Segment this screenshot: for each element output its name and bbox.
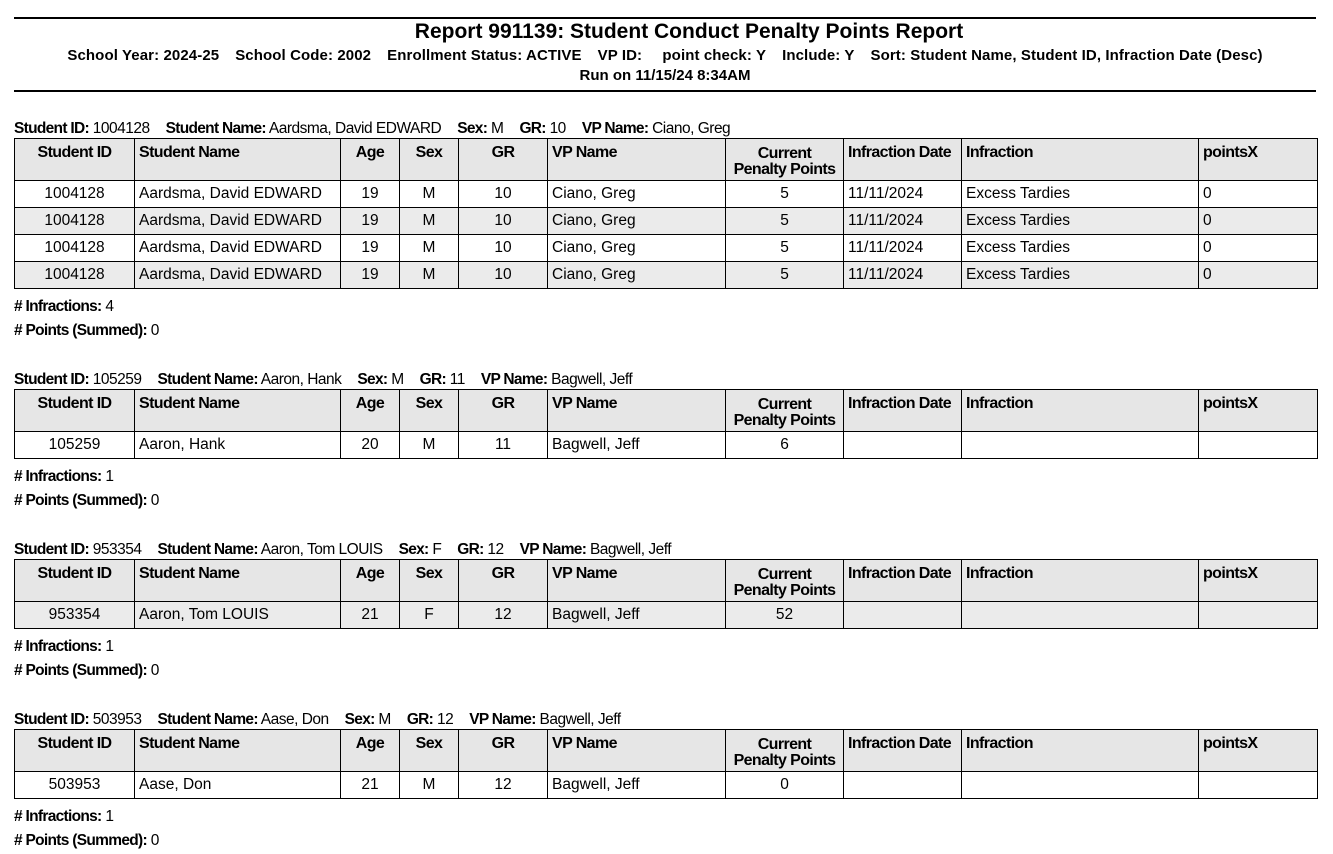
header-col-student-name: Student Name: [135, 560, 341, 602]
header-col-pointsx: pointsX: [1199, 730, 1318, 772]
cell-infraction: [962, 432, 1199, 459]
info-grade: [519, 120, 565, 137]
info-vp-name: [582, 120, 730, 137]
header-penalty-line2: Penalty Points: [733, 582, 836, 599]
header-col-sex: Sex: [400, 560, 459, 602]
info-student-id-value: 503953: [92, 711, 142, 728]
report-param: [782, 47, 854, 64]
cell-pointsx: 0: [1199, 262, 1318, 289]
header-col-student-id: Student ID: [15, 730, 135, 772]
cell-pointsx: 0: [1199, 235, 1318, 262]
cell-age: 19: [341, 181, 400, 208]
cell-student-name: Aaron, Tom LOUIS: [135, 602, 341, 629]
student-group: [14, 710, 1317, 853]
header-col-vp-name: VP Name: [548, 730, 726, 772]
info-student-id-value: 105259: [92, 371, 142, 388]
table-row: [15, 208, 1318, 235]
cell-vp-name: Bagwell, Jeff: [548, 432, 726, 459]
cell-vp-name: Ciano, Greg: [548, 181, 726, 208]
header-col-infraction: Infraction: [962, 730, 1199, 772]
header-col-infraction: Infraction: [962, 390, 1199, 432]
cell-student-id: 1004128: [15, 208, 135, 235]
run-timestamp: Run on 11/15/24 8:34AM: [579, 67, 751, 84]
cell-gr: 10: [459, 181, 548, 208]
header-col-gr: GR: [459, 560, 548, 602]
cell-sex: M: [400, 181, 459, 208]
report-parameters: [14, 47, 1316, 65]
info-student-name: [158, 711, 329, 728]
cell-current-penalty-points: 52: [726, 602, 844, 629]
cell-student-id: 1004128: [15, 235, 135, 262]
info-student-id: [14, 371, 142, 388]
info-grade-value: 12: [487, 541, 504, 558]
info-student-id-label: Student ID:: [14, 371, 89, 388]
points-summed-value: 0: [150, 492, 159, 509]
cell-sex: M: [400, 772, 459, 799]
cell-gr: 10: [459, 208, 548, 235]
cell-infraction: Excess Tardies: [962, 208, 1199, 235]
header-col-pointsx: pointsX: [1199, 560, 1318, 602]
header-col-student-id: Student ID: [15, 390, 135, 432]
info-vp-name: [481, 371, 632, 388]
cell-pointsx: [1199, 602, 1318, 629]
report-param-value: 2002: [337, 47, 372, 64]
info-student-id-value: 953354: [92, 541, 142, 558]
header-col-current-penalty-points: [726, 139, 844, 181]
info-student-name-value: Aaron, Tom LOUIS: [260, 541, 383, 558]
cell-age: 20: [341, 432, 400, 459]
info-student-name: [158, 541, 383, 558]
infractions-count: [14, 465, 1317, 489]
info-sex-value: F: [432, 541, 442, 558]
header-col-infraction-date: Infraction Date: [844, 560, 962, 602]
cell-current-penalty-points: 0: [726, 772, 844, 799]
info-student-name-value: Aaron, Hank: [260, 371, 342, 388]
info-vp-name-value: Bagwell, Jeff: [551, 371, 633, 388]
info-vp-name-value: Ciano, Greg: [652, 120, 731, 137]
cell-infraction-date: 11/11/2024: [844, 262, 962, 289]
cell-infraction: Excess Tardies: [962, 262, 1199, 289]
info-grade-label: GR:: [519, 120, 546, 137]
info-vp-name-label: VP Name:: [519, 541, 587, 558]
report-param-value: Y: [755, 47, 767, 64]
header-col-age: Age: [341, 139, 400, 181]
cell-current-penalty-points: 5: [726, 181, 844, 208]
student-group: [14, 540, 1317, 683]
cell-student-id: 503953: [15, 772, 135, 799]
infractions-value: 1: [105, 468, 114, 485]
report-param-value: 2024-25: [163, 47, 220, 64]
header-col-sex: Sex: [400, 390, 459, 432]
header-col-student-id: Student ID: [15, 560, 135, 602]
report-param: [235, 47, 371, 64]
info-student-name-label: Student Name:: [157, 711, 258, 728]
cell-age: 19: [341, 208, 400, 235]
points-summed-value: 0: [150, 832, 159, 849]
report-param: [67, 47, 219, 64]
info-sex-value: M: [391, 371, 404, 388]
infractions-label: # Infractions:: [14, 638, 102, 655]
penalty-table: [14, 389, 1318, 459]
infractions-count: [14, 805, 1317, 829]
cell-sex: M: [400, 432, 459, 459]
info-grade-value: 12: [436, 711, 454, 728]
cell-infraction: [962, 772, 1199, 799]
points-summed-label: # Points (Summed):: [14, 662, 147, 679]
header-col-infraction: Infraction: [962, 560, 1199, 602]
header-col-vp-name: VP Name: [548, 560, 726, 602]
points-summed-value: 0: [150, 322, 159, 339]
info-student-id: [14, 711, 142, 728]
info-vp-name-label: VP Name:: [480, 371, 548, 388]
cell-vp-name: Ciano, Greg: [548, 235, 726, 262]
table-row: [15, 181, 1318, 208]
cell-infraction: [962, 602, 1199, 629]
cell-student-name: Aardsma, David EDWARD: [135, 208, 341, 235]
info-student-name-value: Aardsma, David EDWARD: [268, 120, 442, 137]
info-student-id: [14, 541, 142, 558]
cell-student-id: 105259: [15, 432, 135, 459]
cell-student-name: Aaron, Hank: [135, 432, 341, 459]
info-sex: [345, 711, 391, 728]
cell-infraction: Excess Tardies: [962, 235, 1199, 262]
header-col-age: Age: [341, 390, 400, 432]
info-student-id-value: 1004128: [92, 120, 150, 137]
header-col-infraction: Infraction: [962, 139, 1199, 181]
student-group: [14, 119, 1317, 343]
info-sex-label: Sex:: [344, 711, 375, 728]
cell-gr: 10: [459, 235, 548, 262]
cell-pointsx: [1199, 432, 1318, 459]
header-col-gr: GR: [459, 390, 548, 432]
penalty-table: [14, 138, 1318, 289]
header-col-current-penalty-points: [726, 390, 844, 432]
info-grade-label: GR:: [406, 711, 434, 728]
cell-infraction: Excess Tardies: [962, 181, 1199, 208]
info-student-name-label: Student Name:: [157, 541, 258, 558]
info-grade: [420, 371, 465, 388]
table-header-row: [15, 139, 1318, 181]
info-student-name-value: Aase, Don: [260, 711, 329, 728]
penalty-table: [14, 729, 1318, 799]
infractions-value: 1: [105, 638, 114, 655]
cell-current-penalty-points: 6: [726, 432, 844, 459]
cell-gr: 10: [459, 262, 548, 289]
header-col-infraction-date: Infraction Date: [844, 390, 962, 432]
student-info-line: [14, 710, 1317, 729]
info-vp-name-label: VP Name:: [469, 711, 536, 728]
header-penalty-line1: Current: [757, 396, 812, 413]
header-col-age: Age: [341, 730, 400, 772]
report-param-value: Student Name, Student ID, Infraction Date (Desc): [910, 47, 1263, 64]
info-sex-label: Sex:: [357, 371, 388, 388]
report-title: Report 991139: Student Conduct Penalty Points Report: [414, 20, 964, 43]
cell-infraction-date: [844, 772, 962, 799]
cell-student-name: Aase, Don: [135, 772, 341, 799]
info-sex-label: Sex:: [457, 120, 488, 137]
info-student-name: [166, 120, 442, 137]
cell-sex: M: [400, 262, 459, 289]
info-vp-name-value: Bagwell, Jeff: [589, 541, 672, 558]
report-param-label: Enrollment Status:: [387, 47, 523, 64]
header-col-infraction-date: Infraction Date: [844, 730, 962, 772]
points-summed-label: # Points (Summed):: [14, 492, 147, 509]
header-penalty-line1: Current: [757, 566, 812, 583]
cell-sex: M: [400, 208, 459, 235]
info-vp-name: [520, 541, 671, 558]
header-penalty-line2: Penalty Points: [733, 752, 836, 769]
info-sex: [457, 120, 503, 137]
cell-pointsx: [1199, 772, 1318, 799]
cell-vp-name: Bagwell, Jeff: [548, 772, 726, 799]
cell-infraction-date: [844, 432, 962, 459]
header-penalty-line2: Penalty Points: [733, 161, 836, 178]
student-group: [14, 370, 1317, 513]
header-col-pointsx: pointsX: [1199, 390, 1318, 432]
header-col-age: Age: [341, 560, 400, 602]
report-param-label: Include:: [782, 47, 841, 64]
info-sex-value: M: [378, 711, 391, 728]
table-row: [15, 262, 1318, 289]
cell-infraction-date: [844, 602, 962, 629]
report-param-label: School Year:: [67, 47, 160, 64]
info-student-id-label: Student ID:: [14, 120, 89, 137]
cell-student-name: Aardsma, David EDWARD: [135, 262, 341, 289]
cell-current-penalty-points: 5: [726, 208, 844, 235]
header-col-student-name: Student Name: [135, 390, 341, 432]
points-summed: [14, 489, 1317, 513]
header-col-pointsx: pointsX: [1199, 139, 1318, 181]
table-row: [15, 772, 1318, 799]
header-penalty-line1: Current: [757, 145, 812, 162]
cell-vp-name: Bagwell, Jeff: [548, 602, 726, 629]
infractions-value: 4: [105, 298, 114, 315]
report-param-value: Y: [844, 47, 855, 64]
info-grade-value: 10: [549, 120, 566, 137]
infractions-count: [14, 295, 1317, 319]
info-student-name: [158, 371, 342, 388]
report-param: [662, 47, 766, 64]
student-info-line: [14, 540, 1317, 559]
info-sex: [399, 541, 442, 558]
cell-age: 21: [341, 772, 400, 799]
report-param-label: VP ID:: [597, 47, 643, 64]
cell-age: 21: [341, 602, 400, 629]
info-grade: [457, 541, 503, 558]
header-penalty-line1: Current: [757, 736, 812, 753]
cell-current-penalty-points: 5: [726, 262, 844, 289]
cell-infraction-date: 11/11/2024: [844, 181, 962, 208]
cell-pointsx: 0: [1199, 181, 1318, 208]
info-grade-label: GR:: [419, 371, 446, 388]
cell-student-id: 953354: [15, 602, 135, 629]
info-sex-value: M: [491, 120, 504, 137]
table-header-row: [15, 560, 1318, 602]
header-bottom-rule: [14, 90, 1316, 92]
info-grade: [407, 711, 453, 728]
info-sex-label: Sex:: [398, 541, 429, 558]
cell-pointsx: 0: [1199, 208, 1318, 235]
table-header-row: [15, 730, 1318, 772]
points-summed-label: # Points (Summed):: [14, 322, 147, 339]
table-header-row: [15, 390, 1318, 432]
report-param: [871, 47, 1263, 64]
cell-student-id: 1004128: [15, 181, 135, 208]
cell-age: 19: [341, 235, 400, 262]
cell-student-name: Aardsma, David EDWARD: [135, 235, 341, 262]
points-summed-label: # Points (Summed):: [14, 832, 147, 849]
cell-infraction-date: 11/11/2024: [844, 235, 962, 262]
infractions-label: # Infractions:: [14, 468, 102, 485]
infractions-value: 1: [105, 808, 114, 825]
infractions-count: [14, 635, 1317, 659]
header-col-sex: Sex: [400, 139, 459, 181]
cell-vp-name: Ciano, Greg: [548, 208, 726, 235]
report-param-value: ACTIVE: [526, 47, 582, 64]
header-col-student-name: Student Name: [135, 730, 341, 772]
info-grade-label: GR:: [457, 541, 484, 558]
report-param: [387, 47, 581, 64]
penalty-table: [14, 559, 1318, 629]
info-vp-name: [469, 711, 620, 728]
points-summed-value: 0: [150, 662, 159, 679]
cell-gr: 12: [459, 772, 548, 799]
infractions-label: # Infractions:: [14, 808, 102, 825]
table-row: [15, 235, 1318, 262]
info-student-id-label: Student ID:: [14, 711, 89, 728]
cell-gr: 11: [459, 432, 548, 459]
header-col-current-penalty-points: [726, 560, 844, 602]
cell-sex: M: [400, 235, 459, 262]
infractions-label: # Infractions:: [14, 298, 102, 315]
report-param-label: Sort:: [870, 47, 906, 64]
header-col-student-id: Student ID: [15, 139, 135, 181]
table-row: [15, 602, 1318, 629]
points-summed: [14, 829, 1317, 853]
info-student-name-label: Student Name:: [165, 120, 266, 137]
info-grade-value: 11: [449, 371, 465, 388]
cell-current-penalty-points: 5: [726, 235, 844, 262]
header-col-gr: GR: [459, 730, 548, 772]
cell-infraction-date: 11/11/2024: [844, 208, 962, 235]
cell-student-id: 1004128: [15, 262, 135, 289]
info-student-id: [14, 120, 150, 137]
info-vp-name-label: VP Name:: [581, 120, 649, 137]
info-vp-name-value: Bagwell, Jeff: [539, 711, 621, 728]
student-info-line: [14, 370, 1317, 389]
cell-age: 19: [341, 262, 400, 289]
info-student-id-label: Student ID:: [14, 541, 89, 558]
header-penalty-line2: Penalty Points: [733, 412, 836, 429]
header-col-sex: Sex: [400, 730, 459, 772]
cell-gr: 12: [459, 602, 548, 629]
info-student-name-label: Student Name:: [157, 371, 258, 388]
header-col-infraction-date: Infraction Date: [844, 139, 962, 181]
points-summed: [14, 659, 1317, 683]
header-col-vp-name: VP Name: [548, 139, 726, 181]
report-param: [598, 47, 647, 64]
header-col-gr: GR: [459, 139, 548, 181]
header-col-vp-name: VP Name: [548, 390, 726, 432]
header-col-student-name: Student Name: [135, 139, 341, 181]
header-col-current-penalty-points: [726, 730, 844, 772]
cell-sex: F: [400, 602, 459, 629]
info-sex: [357, 371, 403, 388]
points-summed: [14, 319, 1317, 343]
cell-vp-name: Ciano, Greg: [548, 262, 726, 289]
student-info-line: [14, 119, 1317, 138]
report-param-label: School Code:: [235, 47, 334, 64]
cell-student-name: Aardsma, David EDWARD: [135, 181, 341, 208]
table-row: [15, 432, 1318, 459]
report-param-label: point check:: [662, 47, 752, 64]
